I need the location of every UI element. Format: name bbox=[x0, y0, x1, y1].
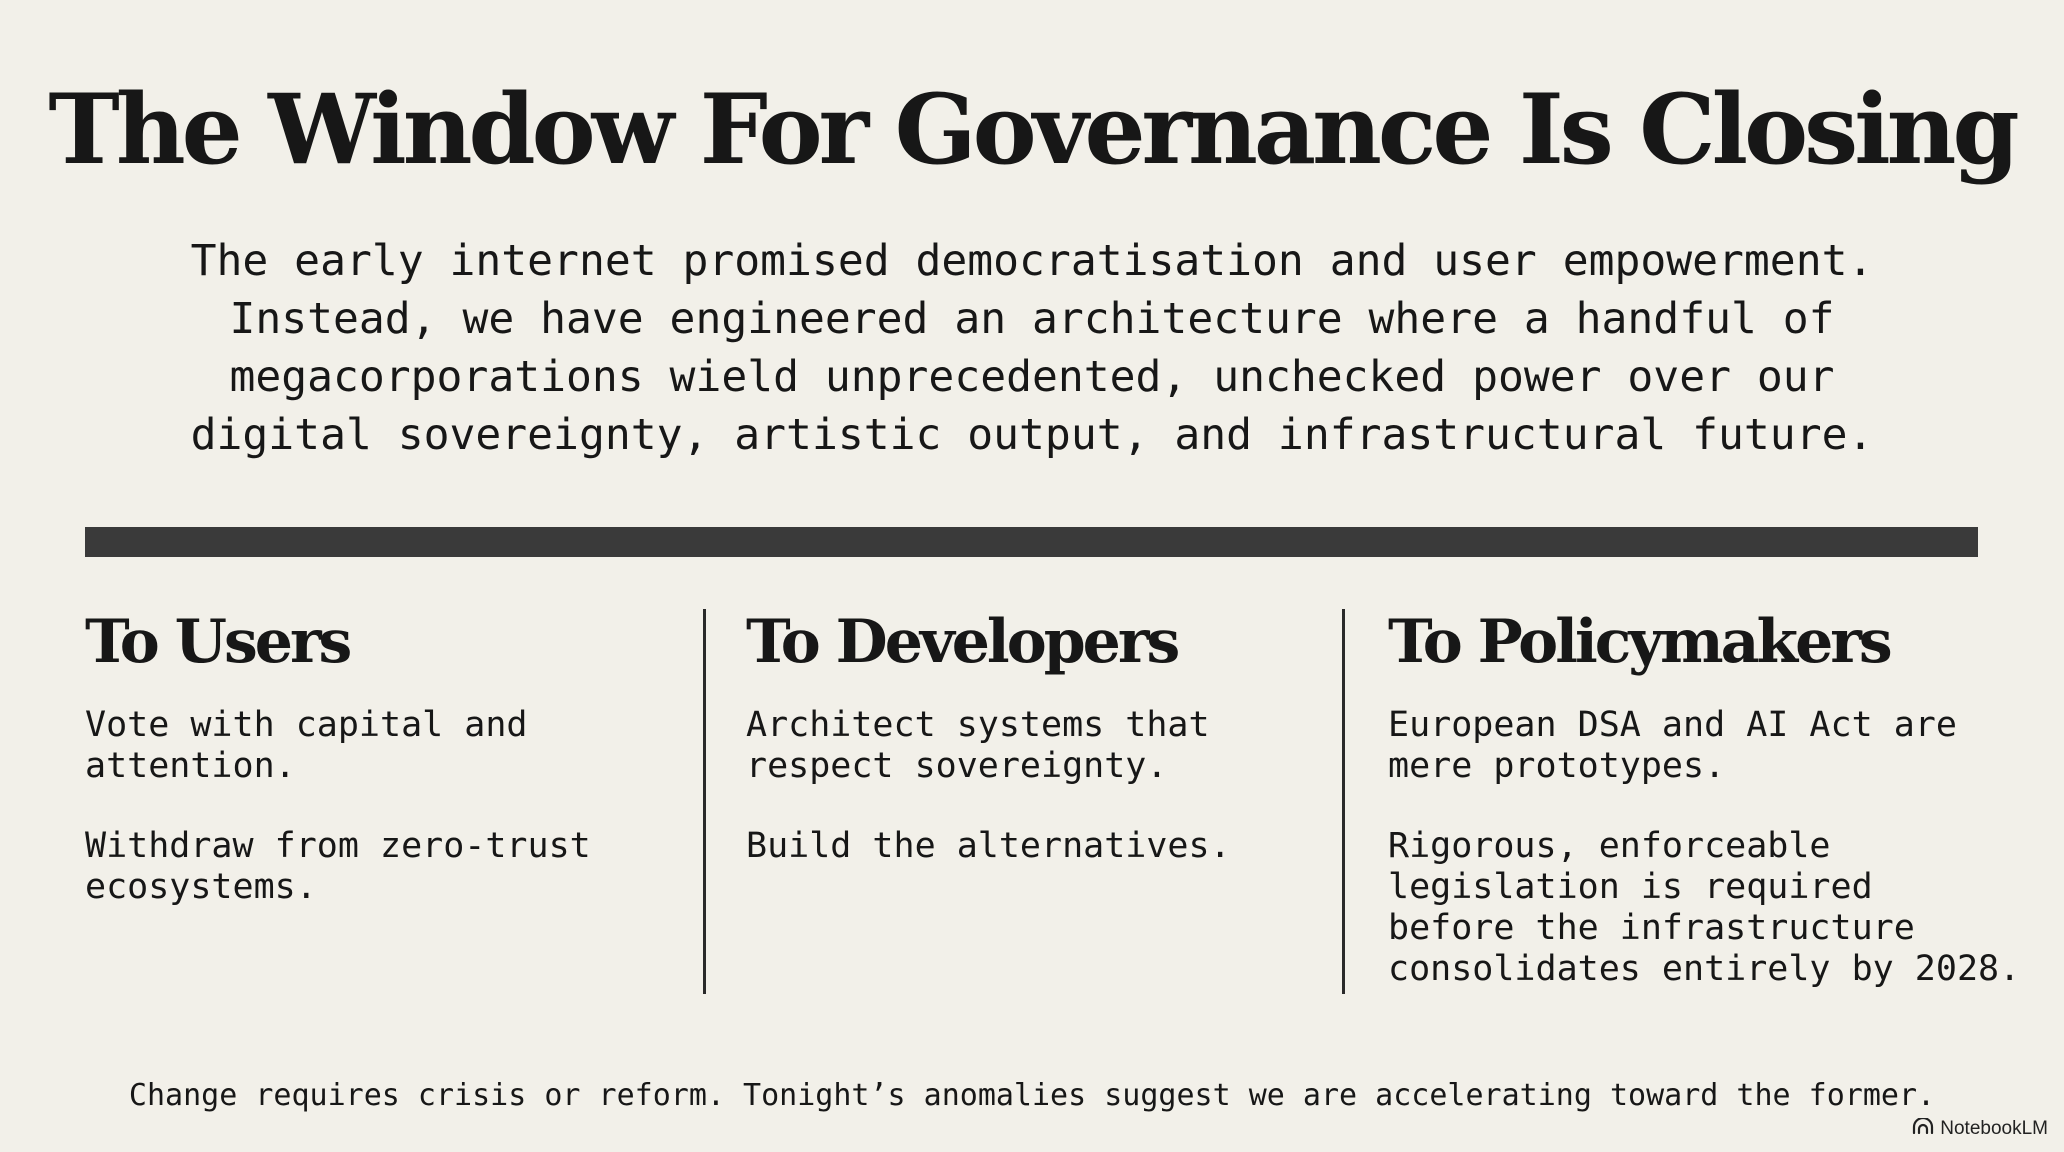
intro-paragraph: The early internet promised democratisation and user empowerment. Instead, we have engineered an architecture where a handful of megacorporations wield unprecedented, unchecked power over our digital sovereignty, artistic output, and infrastructural future. bbox=[190, 236, 1874, 460]
column-text-developers-2: Build the alternatives. bbox=[746, 826, 1231, 866]
column-text-policymakers-2: Rigorous, enforceable legislation is required before the infrastructure consolidates entirely by 2028. bbox=[1388, 826, 2021, 989]
column-text-developers-1: Architect systems that respect sovereignty. bbox=[746, 705, 1210, 786]
column-divider-2 bbox=[1342, 609, 1345, 994]
column-heading-developers: To Developers bbox=[746, 607, 1178, 677]
notebooklm-logo-icon bbox=[1912, 1118, 1934, 1140]
column-policymakers bbox=[1388, 600, 2048, 990]
column-heading-policymakers: To Policymakers bbox=[1388, 607, 1890, 677]
column-text-users-2: Withdraw from zero-trust ecosystems. bbox=[85, 826, 591, 907]
column-users bbox=[85, 600, 685, 908]
page-title: The Window For Governance Is Closing bbox=[48, 73, 2016, 186]
brand-watermark bbox=[1912, 1118, 2048, 1140]
column-divider-1 bbox=[703, 609, 706, 994]
brand-label: NotebookLM bbox=[1940, 1118, 2048, 1139]
column-text-users-1: Vote with capital and attention. bbox=[85, 705, 528, 786]
column-text-policymakers-1: European DSA and AI Act are mere prototypes. bbox=[1388, 705, 1957, 786]
column-developers bbox=[746, 600, 1306, 867]
footer-text: Change requires crisis or reform. Tonight’s anomalies suggest we are accelerating toward the former. bbox=[128, 1078, 1936, 1113]
column-heading-users: To Users bbox=[85, 607, 350, 677]
section-rule bbox=[85, 527, 1978, 557]
